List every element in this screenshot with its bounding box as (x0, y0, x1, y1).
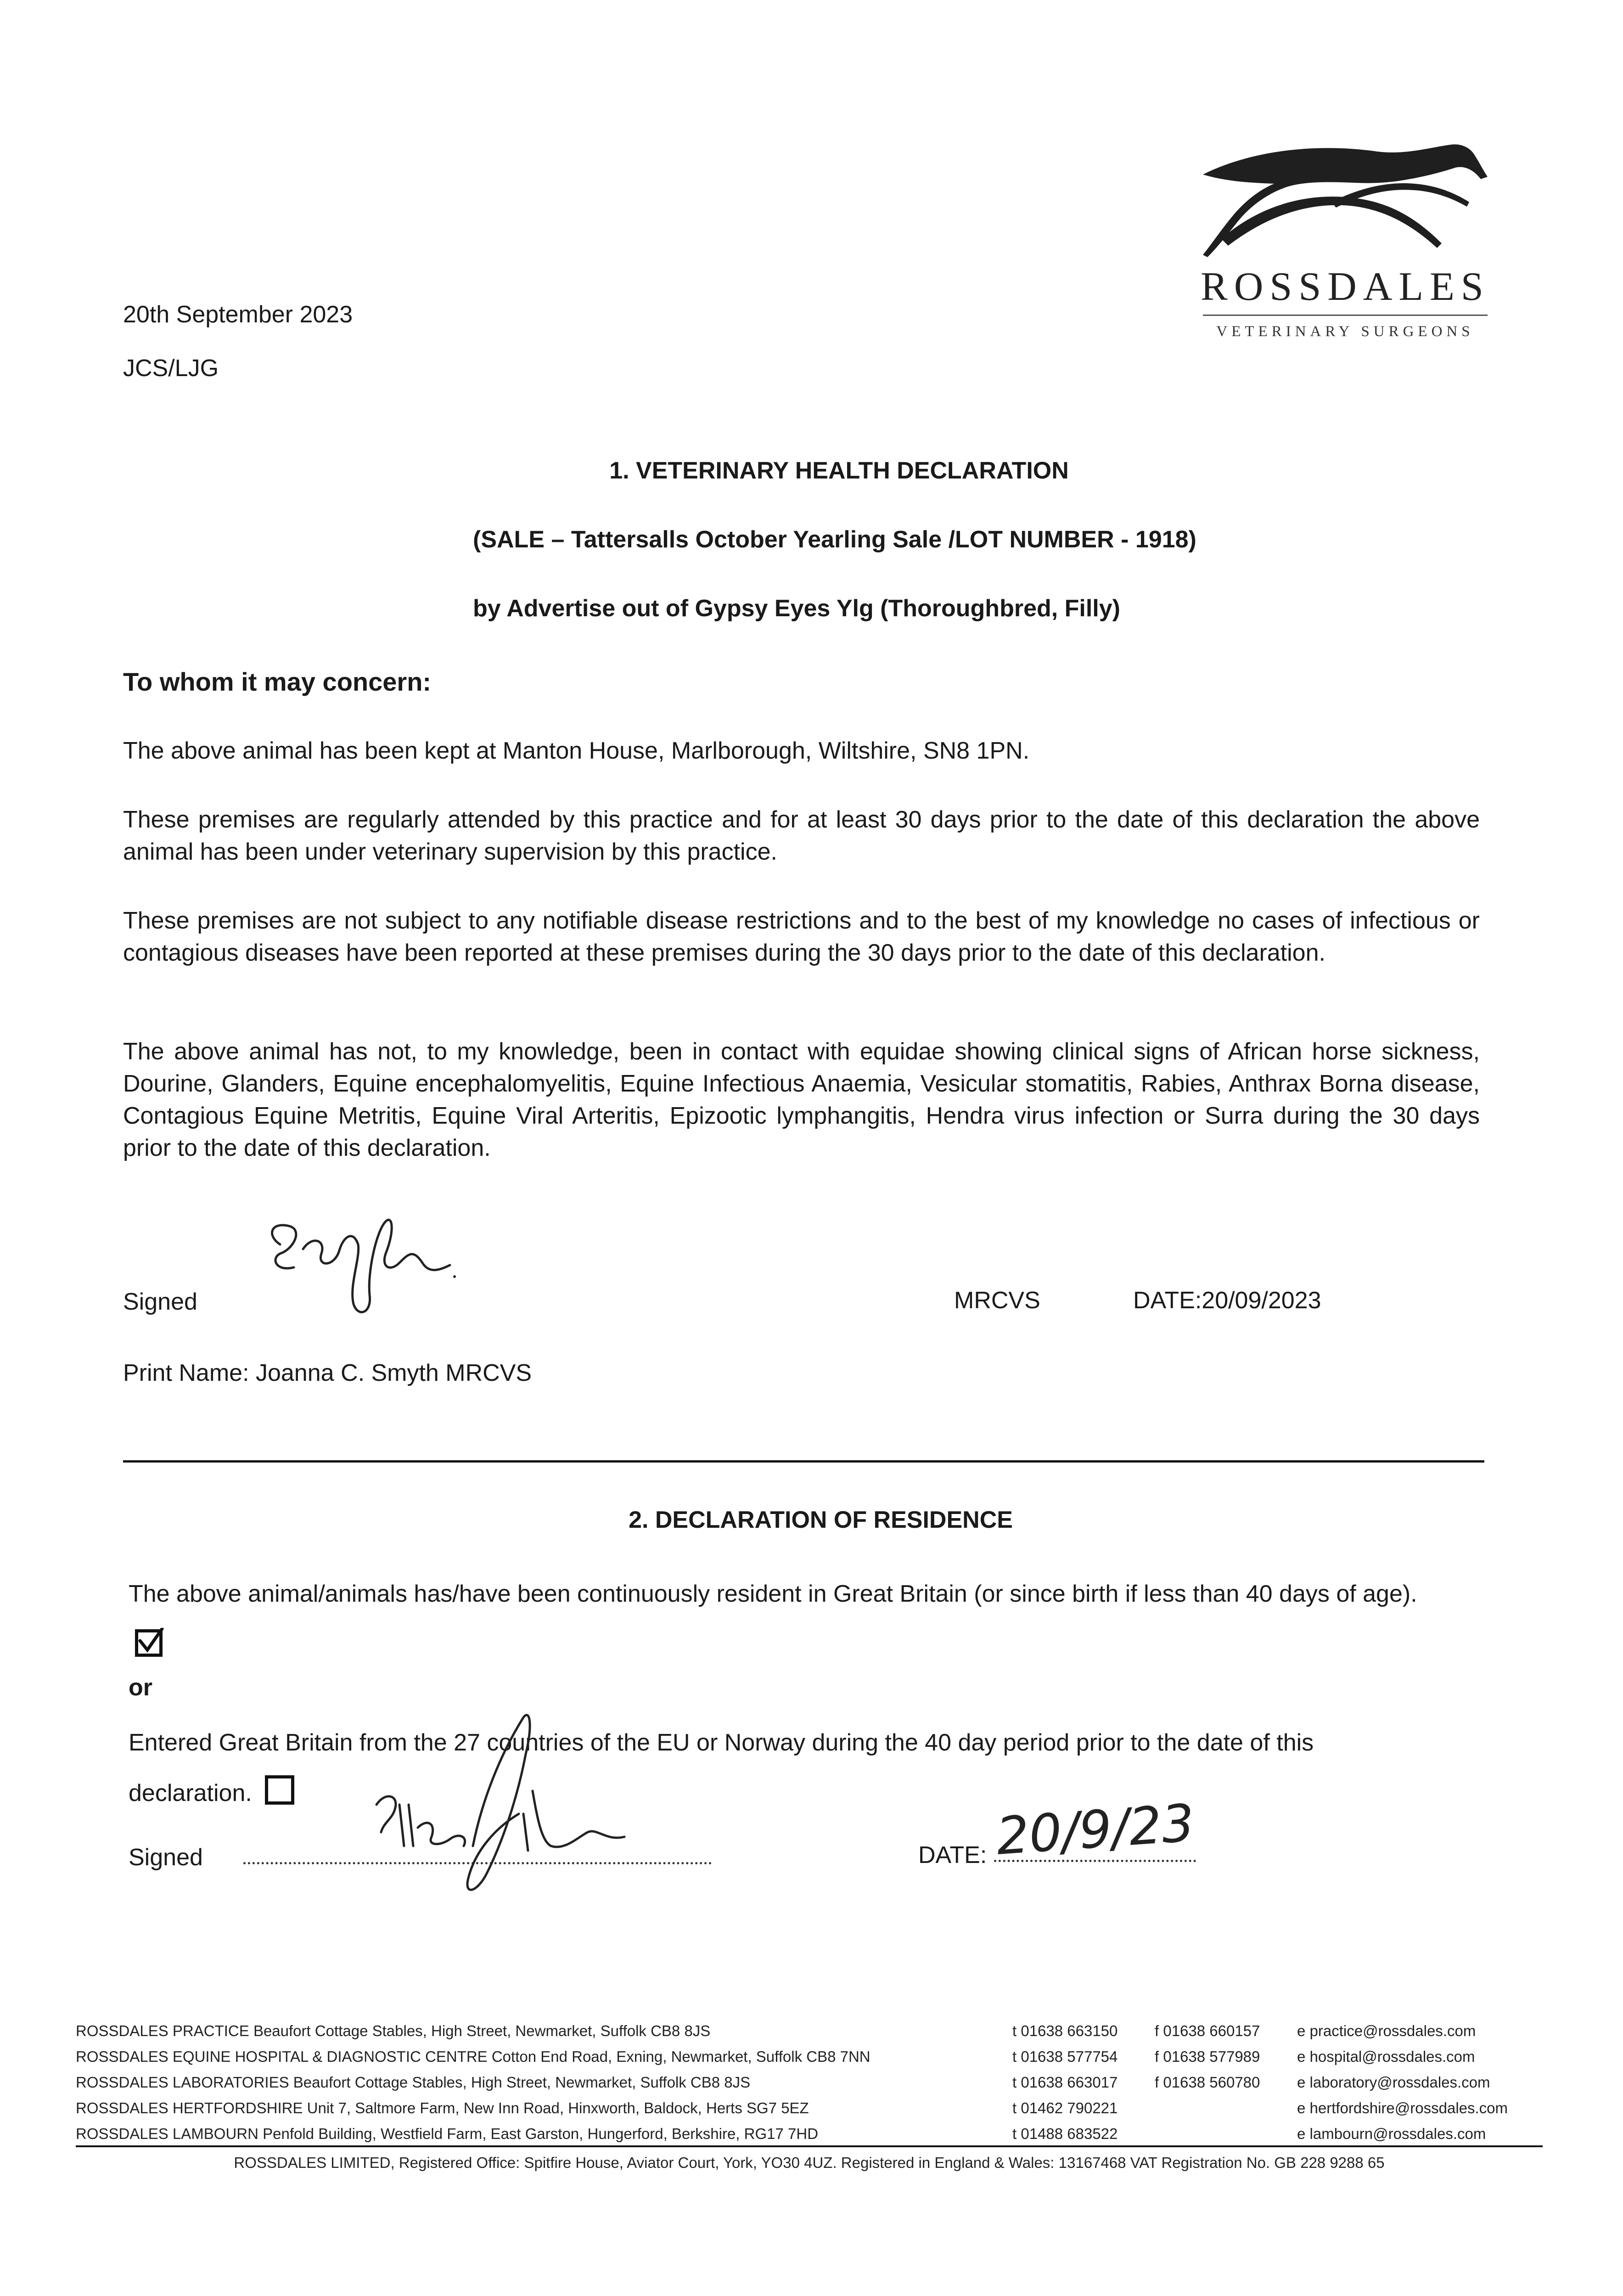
footer-email: e practice@rossdales.com (1297, 2022, 1476, 2039)
check-mark-icon (136, 1628, 164, 1655)
sale-line: (SALE – Tattersalls October Yearling Sale /LOT NUMBER - 1918) (473, 526, 1196, 553)
logo-wordmark: ROSSDALES (1201, 264, 1490, 309)
horse-logo-icon (1194, 133, 1497, 271)
checkbox-continuous-residence[interactable] (135, 1629, 163, 1657)
footer-tel: t 01462 790221 (1012, 2099, 1118, 2116)
section-divider (123, 1460, 1484, 1463)
footer-row: ROSSDALES HERTFORDSHIRE Unit 7, Saltmore Farm, New Inn Road, Hinxworth, Baldock, Herts SG7 5EZ (76, 2099, 809, 2116)
residence-option-1 (129, 1568, 1423, 1671)
letter-date: 20th September 2023 (123, 301, 353, 328)
signature-1 (262, 1194, 459, 1332)
logo-tagline: VETERINARY SURGEONS (1216, 323, 1474, 340)
print-name: Print Name: Joanna C. Smyth MRCVS (123, 1360, 532, 1386)
reference-code: JCS/LJG (123, 355, 219, 382)
registered-office: ROSSDALES LIMITED, Registered Office: Spitfire House, Aviator Court, York, YO30 4UZ. Registered in England & Wales: 13167468 VAT Registration No. GB 228 9288 65 (234, 2154, 1385, 2171)
or-label: or (129, 1674, 152, 1701)
signed-label-2: Signed (129, 1844, 203, 1871)
paragraph-contact: The above animal has not, to my knowledge, been in contact with equidae showing clinical signs of African horse sickness, Dourine, Glanders, Equine encephalomyelitis, Equine Infectious Anaemia, Vesicular stomatitis, Rabies, Anthrax Borna disease, Contagious Equine Metritis, Equine Viral Arteritis, Epizootic lymphangitis, Hendra virus infection or Surra during the 30 days prior to the date of this declaration. (123, 1038, 1480, 1161)
footer-tel: t 01638 663017 (1012, 2074, 1118, 2091)
paragraph-restrictions: These premises are not subject to any notifiable disease restrictions and to the best of my knowledge no cases of infectious or contagious diseases have been reported at these premises during the 30 days prior to the date of this declaration. (123, 907, 1480, 966)
footer-email: e hertfordshire@rossdales.com (1297, 2099, 1508, 2116)
footer-fax: f 01638 660157 (1155, 2022, 1260, 2039)
rossdales-logo (1194, 133, 1497, 354)
footer-row: ROSSDALES EQUINE HOSPITAL & DIAGNOSTIC CENTRE Cotton End Road, Exning, Newmarket, Suffolk CB8 7NN (76, 2048, 870, 2065)
signature-2 (349, 1699, 634, 1915)
footer-tel: t 01638 663150 (1012, 2022, 1118, 2039)
footer-row: ROSSDALES LABORATORIES Beaufort Cottage Stables, High Street, Newmarket, Suffolk CB8 8JS (76, 2074, 751, 2091)
residence-option-2-text: Entered Great Britain from the 27 countries of the EU or Norway during the 40 day period prior to the date of this declaration. (129, 1729, 1314, 1806)
section2-title: 2. DECLARATION OF RESIDENCE (629, 1507, 1013, 1533)
animal-line: by Advertise out of Gypsy Eyes Ylg (Thoroughbred, Filly) (473, 595, 1120, 622)
footer-tel: t 01488 683522 (1012, 2125, 1118, 2142)
footer-divider (76, 2145, 1543, 2147)
footer-email: e laboratory@rossdales.com (1297, 2074, 1490, 2091)
footer-fax: f 01638 577989 (1155, 2048, 1260, 2065)
footer-row: ROSSDALES PRACTICE Beaufort Cottage Stables, High Street, Newmarket, Suffolk CB8 8JS (76, 2022, 711, 2039)
footer-fax: f 01638 560780 (1155, 2074, 1260, 2091)
date-label-2: DATE: (918, 1842, 987, 1868)
signed-label-1: Signed (123, 1289, 197, 1315)
section1-title: 1. VETERINARY HEALTH DECLARATION (609, 457, 1069, 484)
mrcvs-label: MRCVS (954, 1287, 1040, 1314)
footer-tel: t 01638 577754 (1012, 2048, 1118, 2065)
checkbox-entered-gb[interactable] (265, 1775, 294, 1805)
residence-option-2 (129, 1717, 1423, 1818)
paragraph-premises: The above animal has been kept at Manton House, Marlborough, Wiltshire, SN8 1PN. (123, 737, 1030, 764)
footer-row: ROSSDALES LAMBOURN Penfold Building, Westfield Farm, East Garston, Hungerford, Berkshire, RG17 7HD (76, 2125, 819, 2142)
paragraph-supervision: These premises are regularly attended by this practice and for at least 30 days prior to the date of this declaration the above animal has been under veterinary supervision by this practice. (123, 806, 1480, 865)
footer-email: e hospital@rossdales.com (1297, 2048, 1475, 2065)
declaration-date: DATE:20/09/2023 (1133, 1287, 1321, 1314)
footer-email: e lambourn@rossdales.com (1297, 2125, 1486, 2142)
handwritten-date: 20/9/23 (994, 1793, 1196, 1867)
residence-option-1-text: The above animal/animals has/have been continuously resident in Great Britain (or since birth if less than 40 days of age). (129, 1581, 1417, 1607)
salutation: To whom it may concern: (123, 667, 432, 696)
